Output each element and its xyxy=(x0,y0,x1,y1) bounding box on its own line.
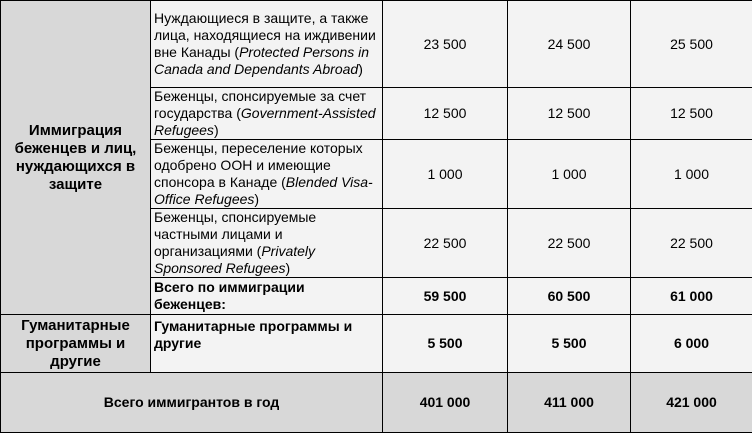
grand-total-value: 401 000 xyxy=(383,373,508,433)
value-cell: 22 500 xyxy=(383,209,508,278)
value-cell: 22 500 xyxy=(508,209,631,278)
subtotal-value: 60 500 xyxy=(508,278,631,315)
humanitarian-value: 5 500 xyxy=(383,315,508,373)
row-description: Беженцы, переселение которых одобрено ООН и имеющие спонсора в Канаде (Blended Visa-Office Refugees) xyxy=(151,140,383,209)
row-description: Беженцы, спонсируемые за счет государства (Government-Assisted Refugees) xyxy=(151,88,383,140)
value-cell: 1 000 xyxy=(631,140,752,209)
grand-total-label: Всего иммигрантов в год xyxy=(1,373,383,433)
subtotal-value: 61 000 xyxy=(631,278,752,315)
grand-total-row xyxy=(1,373,752,433)
value-cell: 12 500 xyxy=(508,88,631,140)
grand-total-value: 421 000 xyxy=(631,373,752,433)
value-cell: 24 500 xyxy=(508,1,631,88)
value-cell: 12 500 xyxy=(631,88,752,140)
value-cell: 1 000 xyxy=(508,140,631,209)
humanitarian-row xyxy=(1,315,752,373)
grand-total-value: 411 000 xyxy=(508,373,631,433)
humanitarian-value: 5 500 xyxy=(508,315,631,373)
table-row xyxy=(1,1,752,88)
humanitarian-label: Гуманитарные программы и другие xyxy=(151,315,383,373)
row-description: Нуждающиеся в защите, а также лица, находящиеся на иждивении вне Канады (Protected Persons in Canada and Dependants Abroad) xyxy=(151,1,383,88)
humanitarian-value: 6 000 xyxy=(631,315,752,373)
value-cell: 12 500 xyxy=(383,88,508,140)
value-cell: 23 500 xyxy=(383,1,508,88)
value-cell: 1 000 xyxy=(383,140,508,209)
value-cell: 22 500 xyxy=(631,209,752,278)
value-cell: 25 500 xyxy=(631,1,752,88)
subtotal-value: 59 500 xyxy=(383,278,508,315)
row-description: Беженцы, спонсируемые частными лицами и организациями (Privately Sponsored Refugees) xyxy=(151,209,383,278)
category-humanitarian: Гуманитарные программы и другие xyxy=(1,315,151,373)
subtotal-label: Всего по иммиграции беженцев: xyxy=(151,278,383,315)
category-refugees: Иммиграция беженцев и лиц, нуждающихся в защите xyxy=(1,1,151,315)
